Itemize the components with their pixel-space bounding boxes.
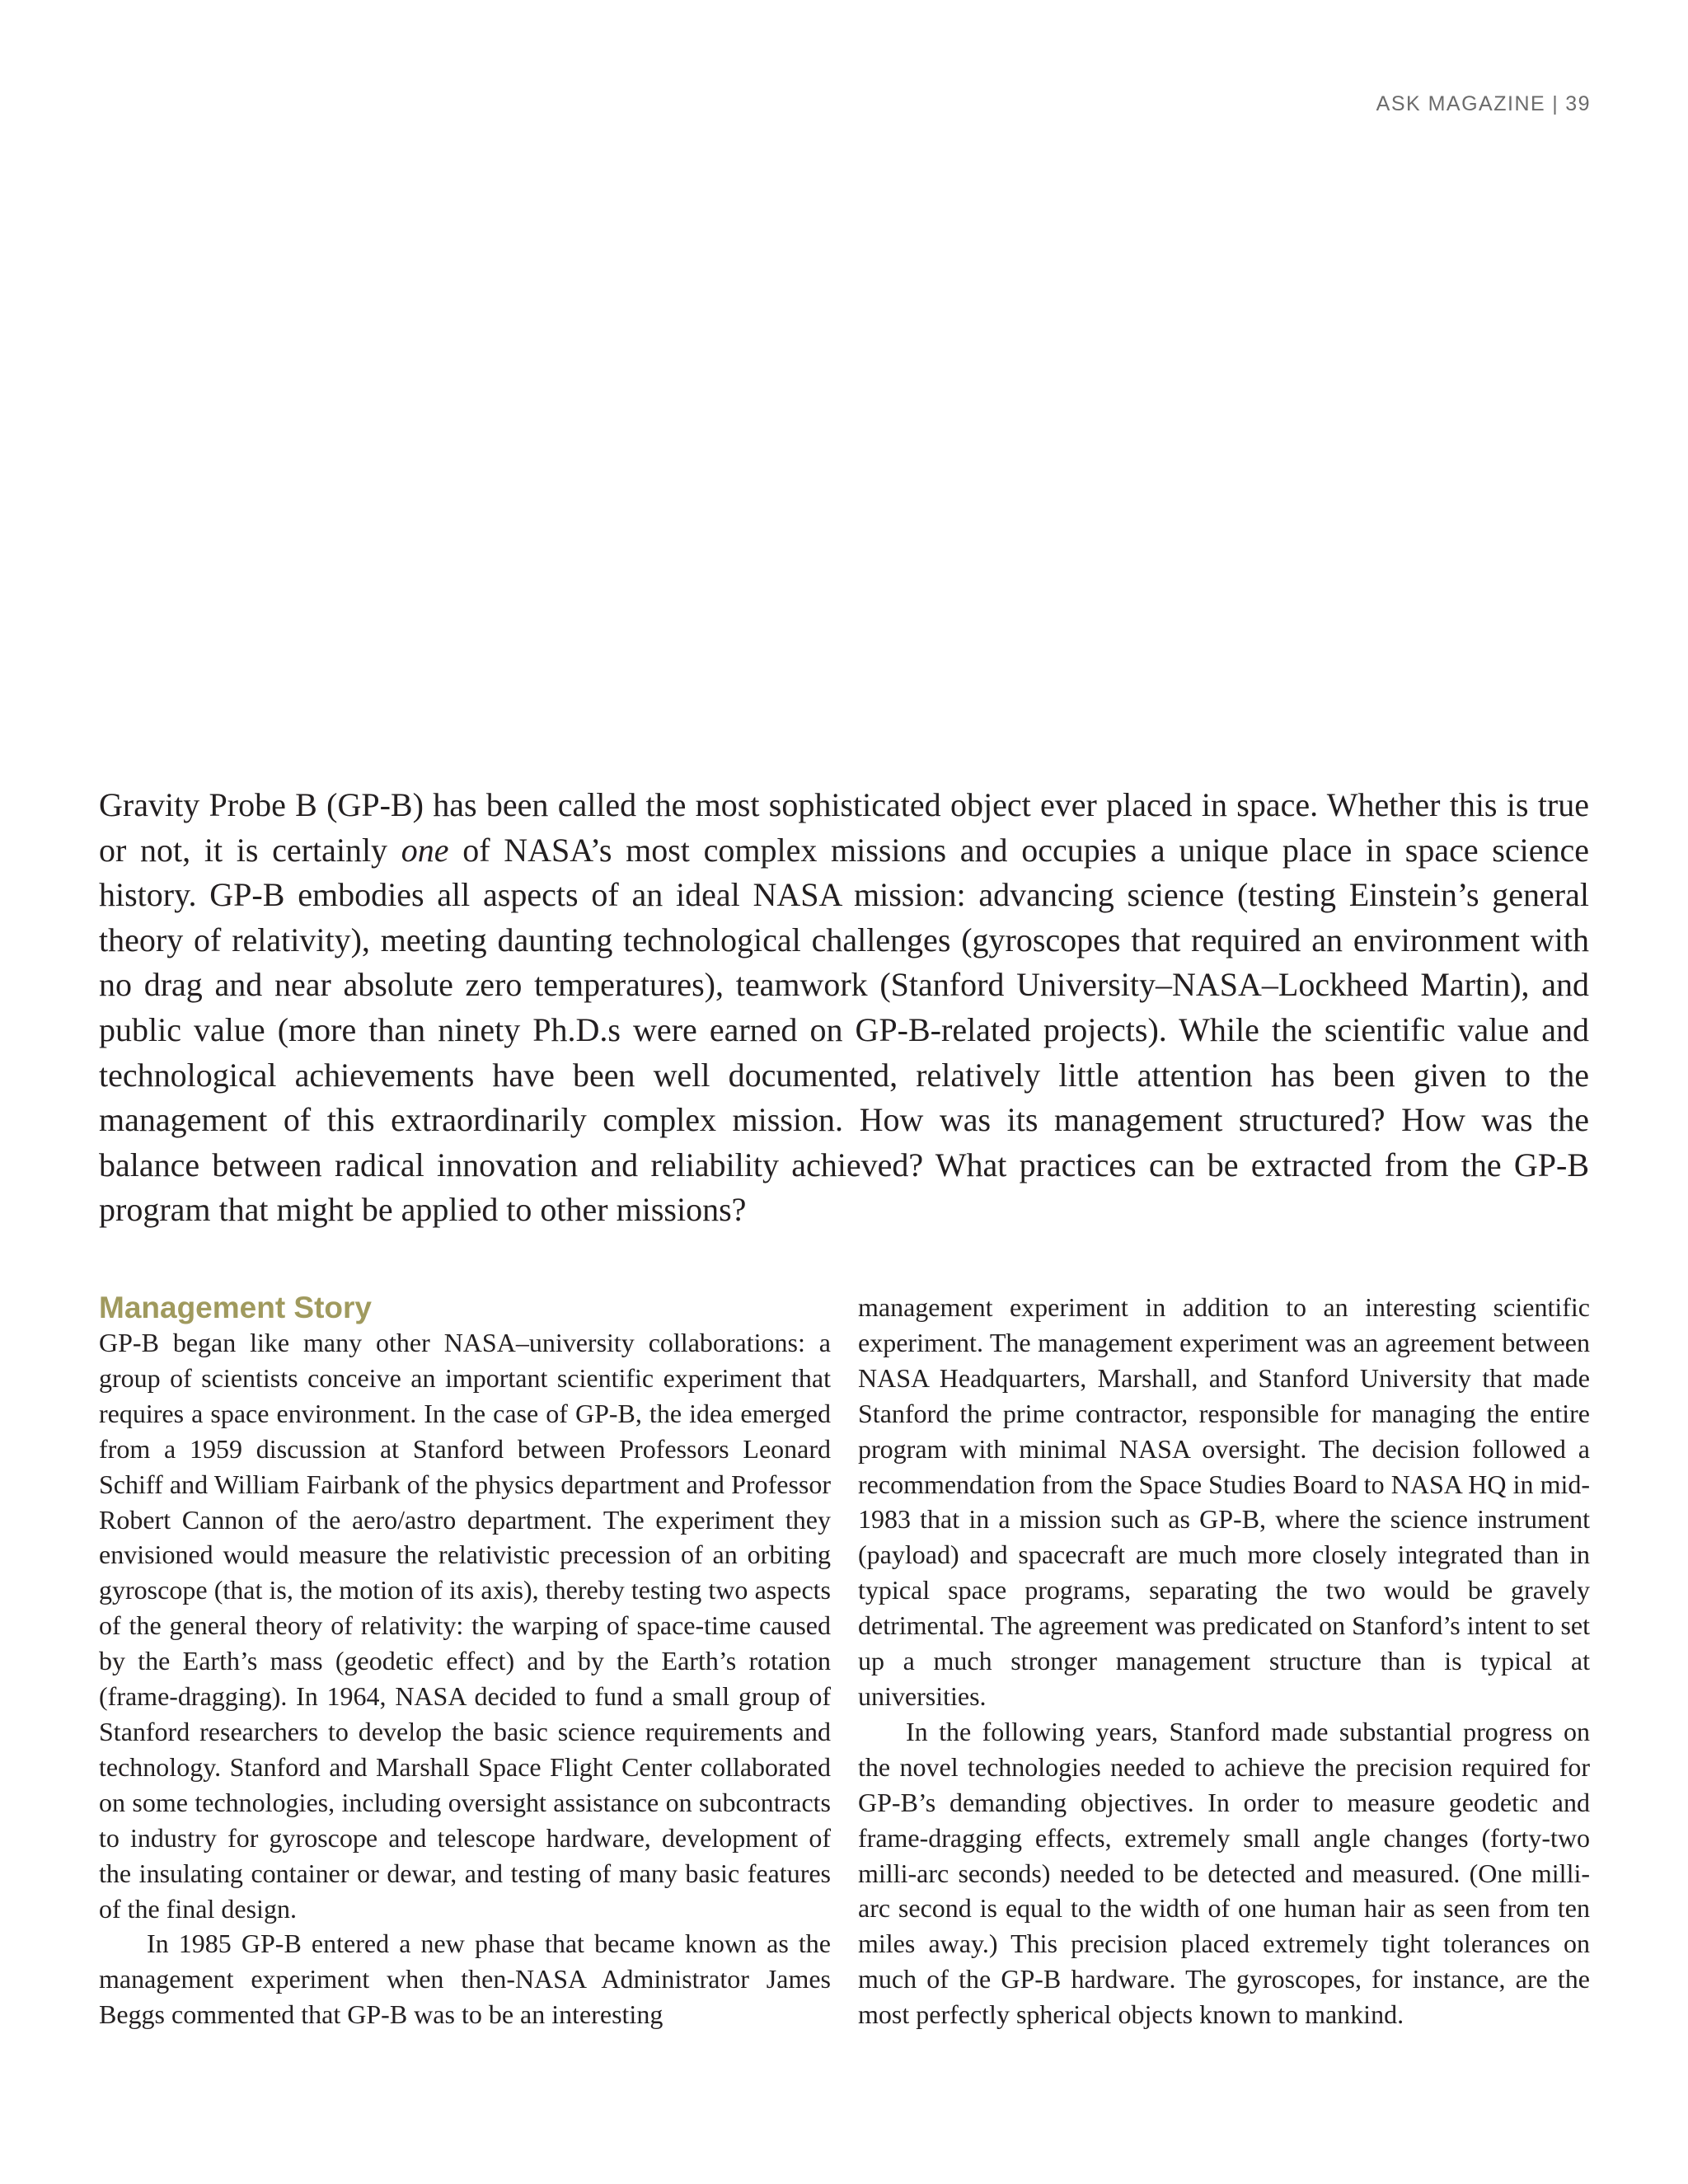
page-number: 39 [1565, 92, 1591, 115]
body-paragraph: In the following years, Stanford made substantial progress on the novel technologies needed to achieve the precision required for GP-B’s demanding objectives. In order to measure geodetic and frame-dragging effects, extremely small angle changes (forty-two milli-arc seconds) needed to be detected and measured. (One milli-arc second is equal to the width of one human hair as seen from ten miles away.) This precision placed extremely tight tolerances on much of the GP-B hardware. The gyroscopes, for instance, are the most perfectly spherical objects known to mankind. [858, 1716, 1590, 2030]
intro-paragraph [99, 783, 1589, 1233]
right-column [858, 1290, 1590, 2032]
intro-text-start: Gravity Probe B (GP-B) has been called the most sophisticated object ever placed in space. Whether this is true or not, it is certainly [99, 786, 1589, 869]
body-paragraph: GP-B began like many other NASA–university collaborations: a group of scientists conceive an important scientific experiment that requires a space environment. In the case of GP-B, the idea emerged from a 1959 discussion at Stanford between Professors Leonard Schiff and William Fairbank of the physics department and Professor Robert Cannon of the aero/astro department. The experiment they envisioned would measure the relativistic precession of an orbiting gyroscope (that is, the motion of its axis), thereby testing two aspects of the general theory of relativity: the warping of space-time caused by the Earth’s mass (geodetic effect) and by the Earth’s rotation (frame-dragging). In 1964, NASA decided to fund a small group of Stanford researchers to develop the basic science requirements and technology. Stanford and Marshall Space Flight Center collaborated on some technologies, including oversight assistance on subcontracts to industry for gyroscope and telescope hardware, development of the insulating container or dewar, and testing of many basic features of the final design. [99, 1328, 831, 1924]
publication-name: ASK MAGAZINE [1376, 92, 1546, 115]
intro-text-end: of NASA’s most complex missions and occupies a unique place in space science history. GP-B embodies all aspects of an ideal NASA mission: advancing science (testing Einstein’s general theory of relativity), meeting daunting technological challenges (gyroscopes that required an environment with no drag and near absolute zero temperatures), teamwork (Stanford University–NASA–Lockheed Martin), and public value (more than ninety Ph.D.s were earned on GP-B-related projects). While the scientific value and technological achievements have been well documented, relatively little attention has been given to the management of this extraordinarily complex mission. How was its management structured? How was the balance between radical innovation and reliability achieved? What practices can be extracted from the GP-B program that might be applied to other missions? [99, 831, 1589, 1229]
intro-italic-word: one [401, 831, 449, 869]
running-header [1376, 92, 1591, 116]
header-separator: | [1552, 92, 1559, 115]
section-heading: Management Story [99, 1291, 373, 1324]
left-column [99, 1290, 831, 2032]
body-paragraph: management experiment in addition to an interesting scientific experiment. The management experiment was an agreement between NASA Headquarters, Marshall, and Stanford University that made Stanford the prime contractor, responsible for managing the entire program with minimal NASA oversight. The decision followed a recommendation from the Space Studies Board to NASA HQ in mid-1983 that in a mission such as GP-B, where the science instrument (payload) and spacecraft are much more closely integrated than in typical space programs, separating the two would be gravely detrimental. The agreement was predicated on Stanford’s intent to set up a much stronger management structure than is typical at universities. [858, 1292, 1591, 1711]
body-paragraph: In 1985 GP-B entered a new phase that became known as the management experiment when then-NASA Administrator James Beggs commented that GP-B was to be an interesting [99, 1929, 831, 2030]
